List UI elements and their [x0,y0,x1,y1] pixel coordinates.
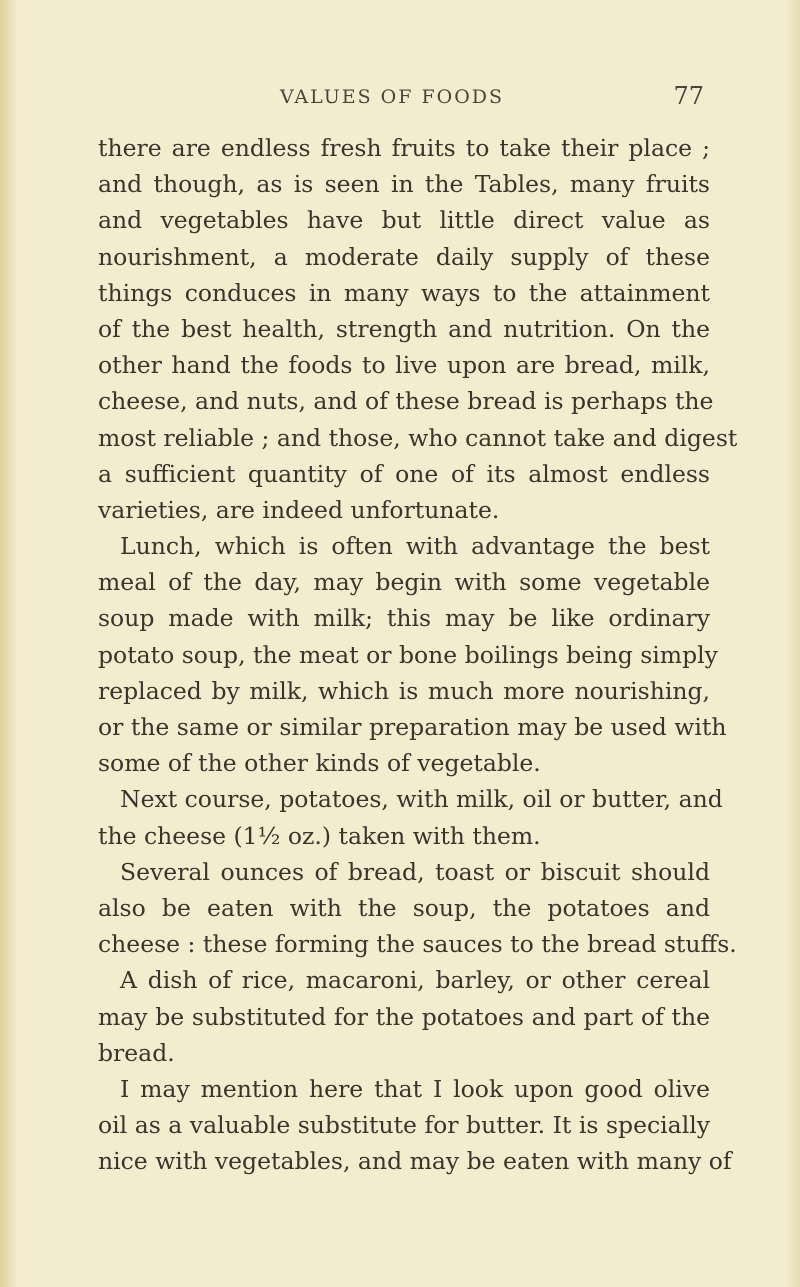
text-line: nice with vegetables, and may be eaten with many of [98,1147,732,1176]
text-line: Next course, potatoes, with milk, oil or butter, and [120,785,723,814]
text-line: oil as a valuable substitute for butter. It is specially [98,1111,710,1140]
text-line: A dish of rice, macaroni, barley, or other cereal [120,966,710,995]
text-line: and vegetables have but little direct value as [98,206,710,235]
text-line: also be eaten with the soup, the potatoes and [98,893,710,922]
text-line: potato soup, the meat or bone boilings being simply [98,640,718,669]
text-line: and though, as is seen in the Tables, many fruits [98,170,710,199]
text-line: or the same or similar preparation may be used with [98,713,727,741]
running-header [98,82,710,116]
text-line: may be substituted for the potatoes and part of the [98,1002,710,1031]
text-line: nourishment, a moderate daily supply of these [98,242,710,271]
page-edge-shadow-right [786,0,800,1287]
body-text [98,130,738,1179]
text-line: bread. [98,1038,175,1067]
text-line: other hand the foods to live upon are bread, milk, [98,351,710,380]
text-line: Several ounces of bread, toast or biscuit should [120,857,710,886]
text-line: cheese : these forming the sauces to the bread stuffs. [98,930,737,959]
text-line: a sufficient quantity of one of its almost endless [98,459,710,488]
text-line: soup made with milk; this may be like ordinary [98,604,710,633]
text-line: there are endless fresh fruits to take their place ; [98,134,710,162]
text-line: of the best health, strength and nutrition. On the [98,314,710,343]
text-line: replaced by milk, which is much more nourishing, [98,676,710,705]
text-line: varieties, are indeed unfortunate. [98,495,500,524]
text-line: cheese, and nuts, and of these bread is perhaps the [98,387,714,416]
text-line: I may mention here that I look upon good olive [120,1074,710,1103]
text-line: some of the other kinds of vegetable. [98,749,541,778]
text-line: things conduces in many ways to the attainment [98,278,710,307]
text-line: Lunch, which is often with advantage the best [120,532,710,561]
text-line: the cheese (1½ oz.) taken with them. [98,821,541,850]
page-edge-shadow-left [0,0,18,1287]
running-header-title: VALUES OF FOODS [280,86,505,108]
page-number: 77 [673,82,704,110]
text-line: most reliable ; and those, who cannot take and digest [98,423,738,452]
text-line: meal of the day, may begin with some vegetable [98,568,710,597]
